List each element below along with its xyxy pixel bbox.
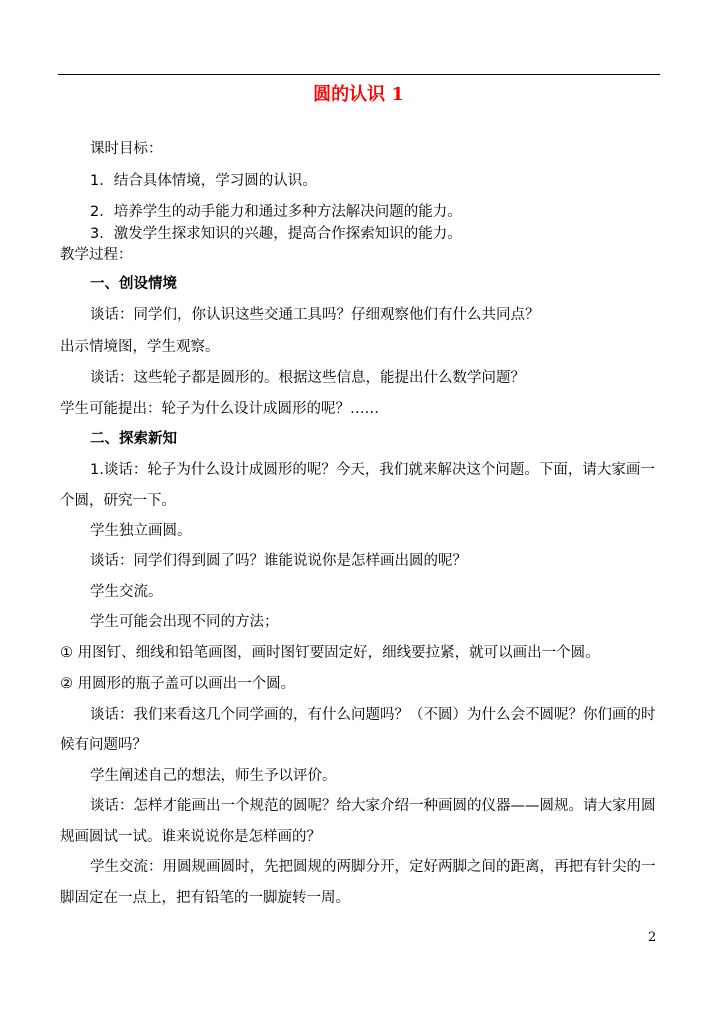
paragraph: 候有问题吗？ bbox=[60, 737, 147, 753]
paragraph: 学生可能会出现不同的方法； bbox=[90, 614, 279, 630]
paragraph: 规画圆试一试。谁来说说你是怎样画的？ bbox=[60, 829, 321, 845]
objective-1: 1．结合具体情境，学习圆的认识。 bbox=[90, 173, 317, 189]
paragraph: 谈话：我们来看这几个同学画的，有什么问题吗？（不圆）为什么会不圆呢？你们画的时 bbox=[90, 707, 656, 723]
paragraph: 出示情境图，学生观察。 bbox=[60, 339, 220, 355]
objective-2: 2．培养学生的动手能力和通过多种方法解决问题的能力。 bbox=[90, 204, 462, 220]
list-item: ① 用图钉、细线和铅笔画图，画时图钉要固定好，细线要拉紧，就可以画出一个圆。 bbox=[60, 645, 600, 661]
section-heading-2: 二、探索新知 bbox=[90, 431, 177, 447]
paragraph: 1.谈话：轮子为什么设计成圆形的呢？今天，我们就来解决这个问题。下面，请大家画一 bbox=[90, 462, 655, 478]
objective-3: 3．激发学生探求知识的兴趣，提高合作探索知识的能力。 bbox=[90, 226, 462, 242]
paragraph: 个圆，研究一下。 bbox=[60, 493, 176, 509]
paragraph: 学生可能提出：轮子为什么设计成圆形的呢？…… bbox=[60, 401, 379, 417]
page-title: 圆的认识 1 bbox=[313, 84, 404, 105]
section-heading-1: 一、创设情境 bbox=[90, 276, 177, 292]
paragraph: 谈话：同学们得到圆了吗？谁能说说你是怎样画出圆的呢？ bbox=[90, 553, 467, 569]
header-rule bbox=[58, 74, 660, 75]
paragraph: 学生阐述自己的想法，师生予以评价。 bbox=[90, 768, 337, 784]
process-heading: 教学过程： bbox=[60, 247, 133, 263]
page-number: 2 bbox=[648, 930, 657, 945]
list-item: ② 用圆形的瓶子盖可以画出一个圆。 bbox=[60, 676, 296, 692]
paragraph: 谈话：同学们，你认识这些交通工具吗？仔细观察他们有什么共同点？ bbox=[90, 307, 540, 323]
paragraph: 学生独立画圆。 bbox=[90, 523, 192, 539]
objectives-heading: 课时目标： bbox=[90, 141, 163, 157]
paragraph: 谈话：怎样才能画出一个规范的圆呢？给大家介绍一种画圆的仪器——圆规。请大家用圆 bbox=[90, 798, 656, 814]
paragraph: 谈话：这些轮子都是圆形的。根据这些信息，能提出什么数学问题？ bbox=[90, 370, 525, 386]
paragraph: 学生交流：用圆规画圆时，先把圆规的两脚分开，定好两脚之间的距离，再把有针尖的一 bbox=[90, 859, 656, 875]
paragraph: 脚固定在一点上，把有铅笔的一脚旋转一周。 bbox=[60, 890, 350, 906]
paragraph: 学生交流。 bbox=[90, 584, 163, 600]
